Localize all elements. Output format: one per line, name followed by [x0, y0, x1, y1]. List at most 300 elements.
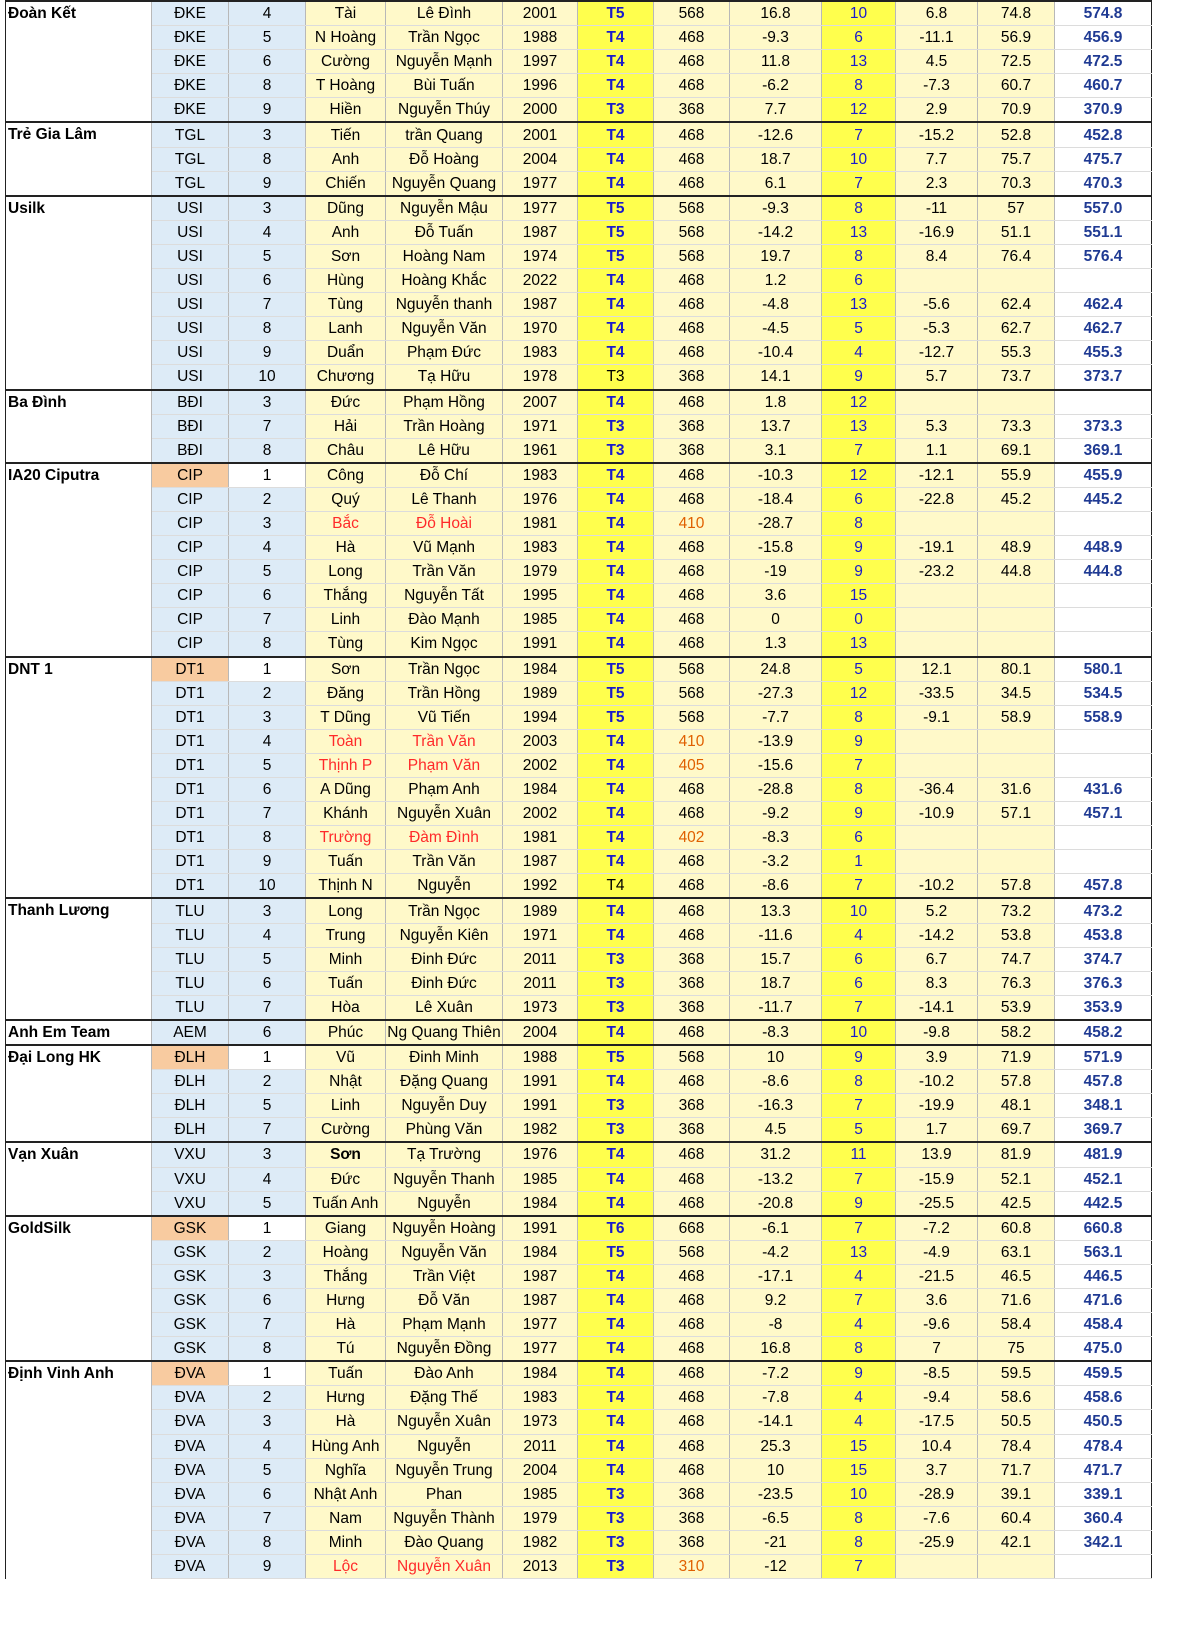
family-name-cell[interactable]: Bùi Tuấn: [386, 74, 503, 98]
code-cell[interactable]: CIP: [152, 560, 229, 584]
code-cell[interactable]: USI: [152, 293, 229, 317]
given-name-cell[interactable]: Hoàng: [306, 1240, 386, 1264]
family-name-cell[interactable]: Đỗ Hoàng: [386, 147, 503, 171]
adjustment-cell[interactable]: -9.6: [896, 1313, 978, 1337]
rank-cell[interactable]: 12: [822, 98, 896, 123]
family-name-cell[interactable]: Hoàng Nam: [386, 244, 503, 268]
given-name-cell[interactable]: Lộc: [306, 1555, 386, 1579]
delta-cell[interactable]: -20.8: [730, 1191, 822, 1216]
tier-cell[interactable]: T4: [578, 122, 654, 147]
player-number-cell[interactable]: 10: [229, 365, 306, 390]
final-rating-cell[interactable]: 475.0: [1055, 1337, 1152, 1362]
player-number-cell[interactable]: 7: [229, 1313, 306, 1337]
birth-year-cell[interactable]: 1985: [503, 608, 578, 632]
delta-cell[interactable]: 15.7: [730, 947, 822, 971]
base-rating-cell[interactable]: 568: [654, 196, 730, 221]
adjustment-cell[interactable]: [896, 632, 978, 657]
player-number-cell[interactable]: 9: [229, 850, 306, 874]
player-number-cell[interactable]: 3: [229, 511, 306, 535]
given-name-cell[interactable]: N Hoàng: [306, 26, 386, 50]
rank-cell[interactable]: 7: [822, 995, 896, 1020]
rank-cell[interactable]: 7: [822, 1094, 896, 1118]
adjustment-cell[interactable]: -33.5: [896, 681, 978, 705]
percent-cell[interactable]: 58.6: [978, 1386, 1055, 1410]
player-number-cell[interactable]: 8: [229, 438, 306, 463]
code-cell[interactable]: USI: [152, 244, 229, 268]
base-rating-cell[interactable]: 468: [654, 778, 730, 802]
code-cell[interactable]: ĐVA: [152, 1555, 229, 1579]
birth-year-cell[interactable]: 1991: [503, 1216, 578, 1241]
delta-cell[interactable]: 9.2: [730, 1288, 822, 1312]
base-rating-cell[interactable]: 468: [654, 1458, 730, 1482]
given-name-cell[interactable]: Anh: [306, 220, 386, 244]
player-number-cell[interactable]: 5: [229, 560, 306, 584]
family-name-cell[interactable]: Phùng Văn: [386, 1118, 503, 1143]
given-name-cell[interactable]: Cường: [306, 50, 386, 74]
player-number-cell[interactable]: 2: [229, 681, 306, 705]
final-rating-cell[interactable]: 481.9: [1055, 1142, 1152, 1167]
final-rating-cell[interactable]: 563.1: [1055, 1240, 1152, 1264]
given-name-cell[interactable]: Quý: [306, 487, 386, 511]
birth-year-cell[interactable]: 2011: [503, 947, 578, 971]
player-number-cell[interactable]: 5: [229, 26, 306, 50]
rank-cell[interactable]: 4: [822, 1313, 896, 1337]
rank-cell[interactable]: 9: [822, 536, 896, 560]
birth-year-cell[interactable]: 1991: [503, 1070, 578, 1094]
player-number-cell[interactable]: 7: [229, 1506, 306, 1530]
adjustment-cell[interactable]: [896, 729, 978, 753]
given-name-cell[interactable]: Hưng: [306, 1386, 386, 1410]
birth-year-cell[interactable]: 1977: [503, 171, 578, 196]
family-name-cell[interactable]: Đinh Đức: [386, 971, 503, 995]
player-number-cell[interactable]: 3: [229, 1142, 306, 1167]
tier-cell[interactable]: T4: [578, 1434, 654, 1458]
rank-cell[interactable]: 8: [822, 778, 896, 802]
code-cell[interactable]: DT1: [152, 729, 229, 753]
birth-year-cell[interactable]: 1971: [503, 923, 578, 947]
rank-cell[interactable]: 12: [822, 390, 896, 415]
base-rating-cell[interactable]: 410: [654, 729, 730, 753]
percent-cell[interactable]: 59.5: [978, 1361, 1055, 1386]
given-name-cell[interactable]: Giang: [306, 1216, 386, 1241]
adjustment-cell[interactable]: 3.7: [896, 1458, 978, 1482]
base-rating-cell[interactable]: 468: [654, 1313, 730, 1337]
delta-cell[interactable]: -14.2: [730, 220, 822, 244]
family-name-cell[interactable]: Trần Văn: [386, 729, 503, 753]
family-name-cell[interactable]: Nguyễn Thanh: [386, 1167, 503, 1191]
player-number-cell[interactable]: 2: [229, 1386, 306, 1410]
given-name-cell[interactable]: Thắng: [306, 584, 386, 608]
player-number-cell[interactable]: 5: [229, 1094, 306, 1118]
tier-cell[interactable]: T3: [578, 1555, 654, 1579]
final-rating-cell[interactable]: 453.8: [1055, 923, 1152, 947]
code-cell[interactable]: USI: [152, 269, 229, 293]
player-number-cell[interactable]: 7: [229, 995, 306, 1020]
delta-cell[interactable]: 4.5: [730, 1118, 822, 1143]
player-number-cell[interactable]: 2: [229, 487, 306, 511]
final-rating-cell[interactable]: 458.6: [1055, 1386, 1152, 1410]
birth-year-cell[interactable]: 2004: [503, 147, 578, 171]
team-name-cell[interactable]: Trẻ Gia Lâm: [6, 122, 152, 195]
family-name-cell[interactable]: Đỗ Chí: [386, 463, 503, 488]
delta-cell[interactable]: -21: [730, 1530, 822, 1554]
rank-cell[interactable]: 7: [822, 1555, 896, 1579]
birth-year-cell[interactable]: 1982: [503, 1118, 578, 1143]
given-name-cell[interactable]: Linh: [306, 608, 386, 632]
adjustment-cell[interactable]: -25.9: [896, 1530, 978, 1554]
tier-cell[interactable]: T4: [578, 850, 654, 874]
base-rating-cell[interactable]: 468: [654, 850, 730, 874]
tier-cell[interactable]: T4: [578, 802, 654, 826]
final-rating-cell[interactable]: [1055, 1555, 1152, 1579]
family-name-cell[interactable]: Nguyễn Văn: [386, 317, 503, 341]
base-rating-cell[interactable]: 468: [654, 1337, 730, 1362]
code-cell[interactable]: GSK: [152, 1313, 229, 1337]
given-name-cell[interactable]: Long: [306, 898, 386, 923]
rank-cell[interactable]: 6: [822, 269, 896, 293]
rank-cell[interactable]: 13: [822, 293, 896, 317]
adjustment-cell[interactable]: -16.9: [896, 220, 978, 244]
percent-cell[interactable]: 46.5: [978, 1264, 1055, 1288]
tier-cell[interactable]: T4: [578, 826, 654, 850]
base-rating-cell[interactable]: 468: [654, 269, 730, 293]
birth-year-cell[interactable]: 2001: [503, 1, 578, 26]
tier-cell[interactable]: T3: [578, 1118, 654, 1143]
tier-cell[interactable]: T4: [578, 1264, 654, 1288]
code-cell[interactable]: USI: [152, 341, 229, 365]
tier-cell[interactable]: T4: [578, 874, 654, 899]
code-cell[interactable]: ĐVA: [152, 1530, 229, 1554]
tier-cell[interactable]: T5: [578, 196, 654, 221]
tier-cell[interactable]: T4: [578, 536, 654, 560]
percent-cell[interactable]: [978, 850, 1055, 874]
adjustment-cell[interactable]: -12.7: [896, 341, 978, 365]
base-rating-cell[interactable]: 468: [654, 293, 730, 317]
base-rating-cell[interactable]: 468: [654, 536, 730, 560]
base-rating-cell[interactable]: 368: [654, 1094, 730, 1118]
adjustment-cell[interactable]: 5.2: [896, 898, 978, 923]
code-cell[interactable]: CIP: [152, 487, 229, 511]
delta-cell[interactable]: -7.2: [730, 1361, 822, 1386]
family-name-cell[interactable]: Phạm Đức: [386, 341, 503, 365]
base-rating-cell[interactable]: 468: [654, 898, 730, 923]
rank-cell[interactable]: 10: [822, 898, 896, 923]
birth-year-cell[interactable]: 2011: [503, 1434, 578, 1458]
delta-cell[interactable]: -12: [730, 1555, 822, 1579]
family-name-cell[interactable]: Nguyễn Tất: [386, 584, 503, 608]
final-rating-cell[interactable]: 442.5: [1055, 1191, 1152, 1216]
adjustment-cell[interactable]: -9.8: [896, 1020, 978, 1045]
adjustment-cell[interactable]: [896, 584, 978, 608]
player-number-cell[interactable]: 5: [229, 947, 306, 971]
final-rating-cell[interactable]: 369.7: [1055, 1118, 1152, 1143]
rank-cell[interactable]: 4: [822, 923, 896, 947]
delta-cell[interactable]: 11.8: [730, 50, 822, 74]
birth-year-cell[interactable]: 1989: [503, 898, 578, 923]
percent-cell[interactable]: 52.8: [978, 122, 1055, 147]
adjustment-cell[interactable]: 12.1: [896, 657, 978, 682]
tier-cell[interactable]: T4: [578, 560, 654, 584]
birth-year-cell[interactable]: 1976: [503, 1142, 578, 1167]
given-name-cell[interactable]: Nhật: [306, 1070, 386, 1094]
adjustment-cell[interactable]: -7.6: [896, 1506, 978, 1530]
family-name-cell[interactable]: Đinh Đức: [386, 947, 503, 971]
tier-cell[interactable]: T4: [578, 317, 654, 341]
code-cell[interactable]: TLU: [152, 923, 229, 947]
given-name-cell[interactable]: Trung: [306, 923, 386, 947]
tier-cell[interactable]: T4: [578, 584, 654, 608]
family-name-cell[interactable]: Đinh Minh: [386, 1045, 503, 1070]
code-cell[interactable]: CIP: [152, 632, 229, 657]
given-name-cell[interactable]: Hà: [306, 1410, 386, 1434]
code-cell[interactable]: GSK: [152, 1288, 229, 1312]
team-name-cell[interactable]: Vạn Xuân: [6, 1142, 152, 1215]
base-rating-cell[interactable]: 668: [654, 1216, 730, 1241]
tier-cell[interactable]: T5: [578, 220, 654, 244]
rank-cell[interactable]: 6: [822, 947, 896, 971]
final-rating-cell[interactable]: 557.0: [1055, 196, 1152, 221]
percent-cell[interactable]: 75: [978, 1337, 1055, 1362]
birth-year-cell[interactable]: 2004: [503, 1020, 578, 1045]
percent-cell[interactable]: 42.1: [978, 1530, 1055, 1554]
player-number-cell[interactable]: 4: [229, 1, 306, 26]
delta-cell[interactable]: -8.6: [730, 1070, 822, 1094]
code-cell[interactable]: TLU: [152, 971, 229, 995]
base-rating-cell[interactable]: 568: [654, 220, 730, 244]
code-cell[interactable]: ĐKE: [152, 26, 229, 50]
delta-cell[interactable]: -8: [730, 1313, 822, 1337]
team-name-cell[interactable]: Đại Long HK: [6, 1045, 152, 1142]
final-rating-cell[interactable]: 373.3: [1055, 414, 1152, 438]
final-rating-cell[interactable]: 450.5: [1055, 1410, 1152, 1434]
birth-year-cell[interactable]: 1988: [503, 26, 578, 50]
delta-cell[interactable]: 16.8: [730, 1337, 822, 1362]
delta-cell[interactable]: 18.7: [730, 147, 822, 171]
base-rating-cell[interactable]: 468: [654, 74, 730, 98]
rank-cell[interactable]: 9: [822, 802, 896, 826]
adjustment-cell[interactable]: -10.2: [896, 874, 978, 899]
tier-cell[interactable]: T4: [578, 390, 654, 415]
tier-cell[interactable]: T3: [578, 1506, 654, 1530]
base-rating-cell[interactable]: 468: [654, 1070, 730, 1094]
code-cell[interactable]: ĐVA: [152, 1361, 229, 1386]
adjustment-cell[interactable]: 13.9: [896, 1142, 978, 1167]
family-name-cell[interactable]: Trần Ngọc: [386, 26, 503, 50]
base-rating-cell[interactable]: 468: [654, 1434, 730, 1458]
delta-cell[interactable]: 19.7: [730, 244, 822, 268]
base-rating-cell[interactable]: 568: [654, 1240, 730, 1264]
birth-year-cell[interactable]: 1997: [503, 50, 578, 74]
delta-cell[interactable]: -28.8: [730, 778, 822, 802]
final-rating-cell[interactable]: 445.2: [1055, 487, 1152, 511]
adjustment-cell[interactable]: -19.1: [896, 536, 978, 560]
delta-cell[interactable]: -18.4: [730, 487, 822, 511]
player-number-cell[interactable]: 8: [229, 826, 306, 850]
base-rating-cell[interactable]: 310: [654, 1555, 730, 1579]
percent-cell[interactable]: 60.8: [978, 1216, 1055, 1241]
family-name-cell[interactable]: Vũ Mạnh: [386, 536, 503, 560]
birth-year-cell[interactable]: 1970: [503, 317, 578, 341]
delta-cell[interactable]: -23.5: [730, 1482, 822, 1506]
delta-cell[interactable]: 13.7: [730, 414, 822, 438]
rank-cell[interactable]: 7: [822, 122, 896, 147]
rank-cell[interactable]: 9: [822, 560, 896, 584]
base-rating-cell[interactable]: 468: [654, 317, 730, 341]
given-name-cell[interactable]: Hưng: [306, 1288, 386, 1312]
given-name-cell[interactable]: Chiến: [306, 171, 386, 196]
rank-cell[interactable]: 13: [822, 414, 896, 438]
family-name-cell[interactable]: Vũ Tiến: [386, 705, 503, 729]
adjustment-cell[interactable]: 1.1: [896, 438, 978, 463]
code-cell[interactable]: CIP: [152, 463, 229, 488]
final-rating-cell[interactable]: 452.8: [1055, 122, 1152, 147]
percent-cell[interactable]: 58.9: [978, 705, 1055, 729]
final-rating-cell[interactable]: 444.8: [1055, 560, 1152, 584]
delta-cell[interactable]: -8.3: [730, 826, 822, 850]
team-name-cell[interactable]: IA20 Ciputra: [6, 463, 152, 657]
delta-cell[interactable]: -3.2: [730, 850, 822, 874]
final-rating-cell[interactable]: 348.1: [1055, 1094, 1152, 1118]
rank-cell[interactable]: 5: [822, 317, 896, 341]
player-number-cell[interactable]: 8: [229, 632, 306, 657]
birth-year-cell[interactable]: 1991: [503, 1094, 578, 1118]
final-rating-cell[interactable]: 574.8: [1055, 1, 1152, 26]
adjustment-cell[interactable]: 10.4: [896, 1434, 978, 1458]
delta-cell[interactable]: -10.4: [730, 341, 822, 365]
base-rating-cell[interactable]: 468: [654, 341, 730, 365]
delta-cell[interactable]: -15.8: [730, 536, 822, 560]
given-name-cell[interactable]: Thịnh P: [306, 753, 386, 777]
adjustment-cell[interactable]: [896, 753, 978, 777]
player-number-cell[interactable]: 4: [229, 923, 306, 947]
percent-cell[interactable]: 70.9: [978, 98, 1055, 123]
code-cell[interactable]: GSK: [152, 1216, 229, 1241]
player-number-cell[interactable]: 8: [229, 74, 306, 98]
given-name-cell[interactable]: Hà: [306, 536, 386, 560]
player-number-cell[interactable]: 3: [229, 122, 306, 147]
code-cell[interactable]: USI: [152, 196, 229, 221]
given-name-cell[interactable]: Tuấn Anh: [306, 1191, 386, 1216]
rank-cell[interactable]: 9: [822, 1045, 896, 1070]
delta-cell[interactable]: -19: [730, 560, 822, 584]
base-rating-cell[interactable]: 468: [654, 1020, 730, 1045]
delta-cell[interactable]: 0: [730, 608, 822, 632]
rank-cell[interactable]: 15: [822, 584, 896, 608]
base-rating-cell[interactable]: 368: [654, 947, 730, 971]
delta-cell[interactable]: -12.6: [730, 122, 822, 147]
code-cell[interactable]: ĐKE: [152, 50, 229, 74]
player-number-cell[interactable]: 6: [229, 1482, 306, 1506]
delta-cell[interactable]: -8.3: [730, 1020, 822, 1045]
final-rating-cell[interactable]: 376.3: [1055, 971, 1152, 995]
player-number-cell[interactable]: 3: [229, 390, 306, 415]
birth-year-cell[interactable]: 2007: [503, 390, 578, 415]
player-number-cell[interactable]: 5: [229, 244, 306, 268]
given-name-cell[interactable]: Nam: [306, 1506, 386, 1530]
delta-cell[interactable]: 31.2: [730, 1142, 822, 1167]
birth-year-cell[interactable]: 1987: [503, 293, 578, 317]
rank-cell[interactable]: 12: [822, 463, 896, 488]
base-rating-cell[interactable]: 410: [654, 511, 730, 535]
tier-cell[interactable]: T5: [578, 705, 654, 729]
code-cell[interactable]: VXU: [152, 1142, 229, 1167]
adjustment-cell[interactable]: -36.4: [896, 778, 978, 802]
adjustment-cell[interactable]: 7.7: [896, 147, 978, 171]
rank-cell[interactable]: 4: [822, 1410, 896, 1434]
family-name-cell[interactable]: Đỗ Văn: [386, 1288, 503, 1312]
team-name-cell[interactable]: Usilk: [6, 196, 152, 390]
rank-cell[interactable]: 8: [822, 511, 896, 535]
birth-year-cell[interactable]: 1996: [503, 74, 578, 98]
birth-year-cell[interactable]: 1979: [503, 560, 578, 584]
tier-cell[interactable]: T3: [578, 414, 654, 438]
rank-cell[interactable]: 8: [822, 705, 896, 729]
birth-year-cell[interactable]: 1987: [503, 220, 578, 244]
rank-cell[interactable]: 9: [822, 365, 896, 390]
percent-cell[interactable]: 75.7: [978, 147, 1055, 171]
code-cell[interactable]: DT1: [152, 850, 229, 874]
final-rating-cell[interactable]: [1055, 269, 1152, 293]
base-rating-cell[interactable]: 468: [654, 1264, 730, 1288]
adjustment-cell[interactable]: 7: [896, 1337, 978, 1362]
delta-cell[interactable]: -4.8: [730, 293, 822, 317]
code-cell[interactable]: ĐLH: [152, 1070, 229, 1094]
birth-year-cell[interactable]: 1987: [503, 1264, 578, 1288]
final-rating-cell[interactable]: 471.6: [1055, 1288, 1152, 1312]
tier-cell[interactable]: T4: [578, 1337, 654, 1362]
percent-cell[interactable]: 74.8: [978, 1, 1055, 26]
percent-cell[interactable]: 69.1: [978, 438, 1055, 463]
player-number-cell[interactable]: 6: [229, 269, 306, 293]
player-number-cell[interactable]: 6: [229, 584, 306, 608]
given-name-cell[interactable]: Sơn: [306, 244, 386, 268]
tier-cell[interactable]: T3: [578, 971, 654, 995]
tier-cell[interactable]: T4: [578, 1191, 654, 1216]
player-number-cell[interactable]: 4: [229, 1167, 306, 1191]
given-name-cell[interactable]: Thắng: [306, 1264, 386, 1288]
adjustment-cell[interactable]: -15.9: [896, 1167, 978, 1191]
adjustment-cell[interactable]: -17.5: [896, 1410, 978, 1434]
base-rating-cell[interactable]: 468: [654, 1361, 730, 1386]
code-cell[interactable]: USI: [152, 365, 229, 390]
code-cell[interactable]: VXU: [152, 1191, 229, 1216]
code-cell[interactable]: BĐI: [152, 414, 229, 438]
family-name-cell[interactable]: Đào Anh: [386, 1361, 503, 1386]
percent-cell[interactable]: [978, 729, 1055, 753]
final-rating-cell[interactable]: 551.1: [1055, 220, 1152, 244]
rank-cell[interactable]: 4: [822, 341, 896, 365]
family-name-cell[interactable]: Trần Ngọc: [386, 657, 503, 682]
adjustment-cell[interactable]: -10.2: [896, 1070, 978, 1094]
tier-cell[interactable]: T3: [578, 995, 654, 1020]
tier-cell[interactable]: T4: [578, 729, 654, 753]
birth-year-cell[interactable]: 2013: [503, 1555, 578, 1579]
delta-cell[interactable]: 10: [730, 1045, 822, 1070]
final-rating-cell[interactable]: 353.9: [1055, 995, 1152, 1020]
base-rating-cell[interactable]: 468: [654, 923, 730, 947]
delta-cell[interactable]: -15.6: [730, 753, 822, 777]
given-name-cell[interactable]: Thịnh N: [306, 874, 386, 899]
rank-cell[interactable]: 7: [822, 874, 896, 899]
player-number-cell[interactable]: 7: [229, 293, 306, 317]
birth-year-cell[interactable]: 1987: [503, 1288, 578, 1312]
code-cell[interactable]: DT1: [152, 681, 229, 705]
final-rating-cell[interactable]: [1055, 390, 1152, 415]
rank-cell[interactable]: 5: [822, 657, 896, 682]
adjustment-cell[interactable]: -21.5: [896, 1264, 978, 1288]
tier-cell[interactable]: T5: [578, 1240, 654, 1264]
tier-cell[interactable]: T5: [578, 244, 654, 268]
